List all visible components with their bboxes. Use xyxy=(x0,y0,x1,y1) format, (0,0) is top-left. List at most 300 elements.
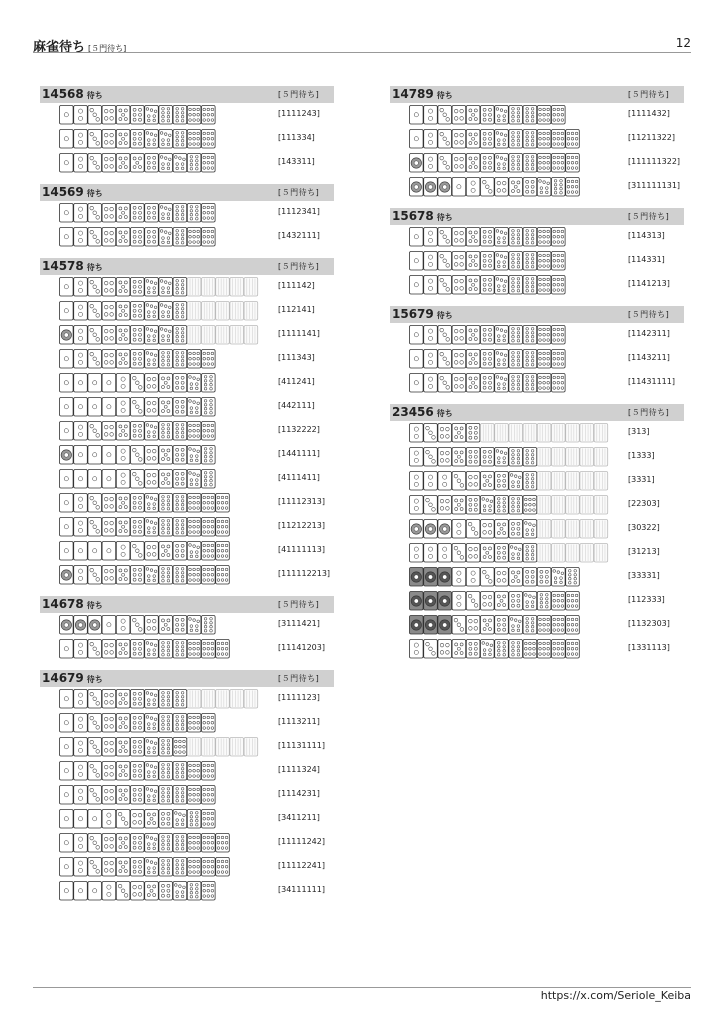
pin-tile-8 xyxy=(173,858,187,877)
blank-tile xyxy=(594,544,608,563)
pin-tile-9 xyxy=(202,130,216,149)
pin-tile-9 xyxy=(537,276,551,295)
pin-tile-1 xyxy=(88,446,102,465)
tile-hand xyxy=(59,227,259,246)
pin-tile-2 xyxy=(410,472,424,491)
pin-tile-1 xyxy=(60,518,74,537)
section-header xyxy=(40,596,334,613)
pin-tile-6 xyxy=(173,616,187,635)
wait-suffix: 待ち xyxy=(86,189,103,198)
pin-tile-4 xyxy=(102,834,116,853)
pin-tile-3 xyxy=(424,424,438,443)
pin-tile-3 xyxy=(88,690,102,709)
pin-tile-1 xyxy=(102,470,116,489)
wait-number: 15679 xyxy=(392,307,434,321)
hand-row xyxy=(40,323,334,347)
blank-tile xyxy=(523,424,537,443)
pin-tile-4 xyxy=(452,374,466,393)
pin-tile-2 xyxy=(74,640,88,659)
pin-tile-8 xyxy=(159,640,173,659)
pin-tile-9 xyxy=(187,858,201,877)
pin-tile-8 xyxy=(173,278,187,297)
blank-tile xyxy=(244,690,258,709)
hand-row xyxy=(40,613,334,637)
wait-title xyxy=(392,87,453,101)
blank-tile xyxy=(216,690,230,709)
pin-tile-2 xyxy=(452,568,466,587)
blank-tile xyxy=(594,448,608,467)
pin-tile-5 xyxy=(145,810,159,829)
pin-tile-8 xyxy=(495,640,509,659)
pin-tile-8 xyxy=(537,592,551,611)
hand-pattern: [1441111] xyxy=(278,449,320,458)
pin-tile-6 xyxy=(481,228,495,247)
wait-number: 14568 xyxy=(42,87,84,101)
page-number: 12 xyxy=(675,36,691,50)
pin-tile-9 xyxy=(202,566,216,585)
tile-hand xyxy=(59,785,259,804)
pin-tile-3 xyxy=(131,374,145,393)
pin-tile-4 xyxy=(466,544,480,563)
pin-tile-2 xyxy=(410,640,424,659)
hand-pattern: [1132303] xyxy=(628,619,670,628)
pin-tile-3 xyxy=(438,228,452,247)
pin-tile-6 xyxy=(131,858,145,877)
hand-pattern: [1143211] xyxy=(628,353,670,362)
pin-tile-6 xyxy=(159,810,173,829)
hand-row xyxy=(40,151,334,175)
pin-tile-9 xyxy=(202,810,216,829)
pin-tile-3 xyxy=(452,472,466,491)
pin-tile-7 xyxy=(495,252,509,271)
pin-tile-9 xyxy=(202,204,216,223)
hand-row xyxy=(40,735,334,759)
blank-tile xyxy=(594,496,608,515)
wait-title xyxy=(42,597,103,611)
pin-tile-7 xyxy=(495,374,509,393)
hand-pattern: [1141213] xyxy=(628,279,670,288)
pin-tile-8 xyxy=(523,374,537,393)
tile-hand xyxy=(59,105,259,124)
blank-tile xyxy=(537,448,551,467)
pin-tile-6 xyxy=(523,568,537,587)
pin-tile-7 xyxy=(159,154,173,173)
tile-hand xyxy=(409,615,609,634)
pin-tile-8 xyxy=(509,640,523,659)
pin-tile-6 xyxy=(131,566,145,585)
pin-tile-6 xyxy=(131,690,145,709)
pin-tile-2 xyxy=(438,472,452,491)
pin-tile-4 xyxy=(495,568,509,587)
pin-tile-8 xyxy=(173,422,187,441)
pin-tile-5 xyxy=(116,204,130,223)
pin-tile-4 xyxy=(102,566,116,585)
pin-tile-4 xyxy=(102,130,116,149)
pin-tile-3 xyxy=(438,130,452,149)
tile-row-graphic xyxy=(59,325,260,345)
pin-tile-8 xyxy=(159,690,173,709)
pin-tile-4 xyxy=(438,424,452,443)
pin-tile-7 xyxy=(495,106,509,125)
pin-tile-8 xyxy=(173,834,187,853)
pin-tile-1 xyxy=(60,882,74,901)
hand-pattern: [111142] xyxy=(278,281,315,290)
pin-tile-4 xyxy=(102,640,116,659)
pin-tile-2 xyxy=(466,178,480,197)
pin-tile-7 xyxy=(145,834,159,853)
wait-section xyxy=(390,208,684,297)
pin-tile-7 xyxy=(495,130,509,149)
pin-tile-7 xyxy=(145,518,159,537)
pin-tile-5 xyxy=(466,350,480,369)
pin-tile-9 xyxy=(187,566,201,585)
pin-tile-9 xyxy=(202,422,216,441)
pin-tile-8 xyxy=(173,566,187,585)
pin-tile-5 xyxy=(509,178,523,197)
header-divider xyxy=(33,52,691,53)
section-header xyxy=(390,208,684,225)
pin-tile-3 xyxy=(131,398,145,417)
page-title-tag: [５門待ち] xyxy=(88,44,127,53)
pin-tile-8 xyxy=(173,762,187,781)
tile-row-graphic xyxy=(59,277,260,297)
tile-hand xyxy=(409,543,609,562)
pin-tile-6 xyxy=(495,616,509,635)
tile-hand xyxy=(59,881,259,900)
pin-tile-1 xyxy=(60,834,74,853)
pin-tile-2 xyxy=(74,302,88,321)
pin-tile-5 xyxy=(466,276,480,295)
hand-pattern: [111112213] xyxy=(278,569,331,578)
tile-hand xyxy=(59,615,259,634)
pin-tile-4 xyxy=(102,350,116,369)
footer-link[interactable]: https://x.com/Seriole_Keiba xyxy=(540,989,691,1002)
pin-tile-6 xyxy=(131,422,145,441)
pin-tile-3 xyxy=(88,154,102,173)
blank-tile xyxy=(230,326,244,345)
hand-row xyxy=(40,127,334,151)
blank-tile xyxy=(216,302,230,321)
pin-tile-1 xyxy=(74,542,88,561)
pin-tile-8 xyxy=(202,398,216,417)
pin-tile-4 xyxy=(102,278,116,297)
pin-tile-9 xyxy=(216,494,230,513)
pin-tile-7 xyxy=(523,592,537,611)
pin-tile-8 xyxy=(173,518,187,537)
pin-tile-6 xyxy=(466,496,480,515)
hand-row xyxy=(40,395,334,419)
hand-row xyxy=(390,273,684,297)
tile-row-graphic xyxy=(59,785,218,805)
pin-tile-4 xyxy=(102,714,116,733)
pin-tile-8 xyxy=(523,276,537,295)
wait-section xyxy=(40,670,334,903)
pin-tile-7 xyxy=(145,130,159,149)
tile-row-graphic xyxy=(59,517,232,537)
tile-hand xyxy=(409,471,609,490)
pin-tile-3 xyxy=(88,494,102,513)
pin-tile-9 xyxy=(552,154,566,173)
pin-tile-5 xyxy=(466,154,480,173)
pin-tile-5 xyxy=(466,228,480,247)
hand-pattern: [111343] xyxy=(278,353,315,362)
pin-tile-1 xyxy=(74,446,88,465)
pin-tile-4 xyxy=(102,106,116,125)
hand-row xyxy=(40,299,334,323)
pin-tile-7 xyxy=(173,882,187,901)
wheel-pin-tile xyxy=(410,520,424,539)
pin-tile-4 xyxy=(438,448,452,467)
tile-hand xyxy=(59,469,259,488)
pin-tile-7 xyxy=(145,786,159,805)
pin-tile-6 xyxy=(131,326,145,345)
pin-tile-8 xyxy=(509,252,523,271)
pin-tile-9 xyxy=(202,762,216,781)
pin-tile-1 xyxy=(102,374,116,393)
pin-tile-5 xyxy=(466,326,480,345)
blank-tile xyxy=(580,520,594,539)
pin-tile-9 xyxy=(202,154,216,173)
hand-row xyxy=(40,419,334,443)
pin-tile-3 xyxy=(88,714,102,733)
wait-number: 14569 xyxy=(42,185,84,199)
tile-hand xyxy=(59,277,259,296)
pin-tile-3 xyxy=(438,326,452,345)
pin-tile-9 xyxy=(537,326,551,345)
hand-pattern: [1111123] xyxy=(278,693,320,702)
pin-tile-4 xyxy=(438,640,452,659)
pin-tile-8 xyxy=(495,496,509,515)
tile-hand xyxy=(59,517,259,536)
pin-tile-3 xyxy=(424,640,438,659)
pin-tile-8 xyxy=(523,326,537,345)
tile-row-graphic xyxy=(59,761,218,781)
pin-tile-7 xyxy=(495,350,509,369)
pin-tile-7 xyxy=(145,302,159,321)
highlighted-tile xyxy=(410,616,424,635)
tile-row-graphic xyxy=(409,373,568,393)
tile-hand xyxy=(59,153,259,172)
pin-tile-4 xyxy=(145,470,159,489)
pin-tile-2 xyxy=(74,130,88,149)
wait-title xyxy=(392,307,453,321)
blank-tile xyxy=(187,738,201,757)
pin-tile-2 xyxy=(452,592,466,611)
pin-tile-9 xyxy=(187,228,201,247)
tile-hand xyxy=(409,227,609,246)
pin-tile-1 xyxy=(74,882,88,901)
blank-tile xyxy=(552,496,566,515)
hand-row xyxy=(40,225,334,249)
wait-title xyxy=(392,209,453,223)
hand-pattern: [30322] xyxy=(628,523,660,532)
hand-pattern: [111334] xyxy=(278,133,315,142)
pin-tile-1 xyxy=(60,228,74,247)
wait-section xyxy=(390,404,684,661)
tile-hand xyxy=(59,565,259,584)
pin-tile-7 xyxy=(145,278,159,297)
pin-tile-7 xyxy=(509,616,523,635)
pin-tile-2 xyxy=(410,544,424,563)
blank-tile xyxy=(230,302,244,321)
pin-tile-2 xyxy=(410,424,424,443)
pin-tile-9 xyxy=(187,422,201,441)
pin-tile-6 xyxy=(159,882,173,901)
blank-tile xyxy=(580,424,594,443)
hand-row xyxy=(40,687,334,711)
wait-section xyxy=(40,596,334,661)
pin-tile-9 xyxy=(187,518,201,537)
pin-tile-9 xyxy=(187,106,201,125)
pin-tile-6 xyxy=(173,398,187,417)
pin-tile-8 xyxy=(173,640,187,659)
pin-tile-1 xyxy=(88,374,102,393)
tile-row-graphic xyxy=(59,445,218,465)
pin-tile-9 xyxy=(202,106,216,125)
pin-tile-2 xyxy=(466,568,480,587)
pin-tile-3 xyxy=(88,278,102,297)
pin-tile-7 xyxy=(173,154,187,173)
tile-hand xyxy=(409,567,609,586)
hand-row xyxy=(40,539,334,563)
hand-pattern: [112333] xyxy=(628,595,665,604)
tile-hand xyxy=(59,203,259,222)
pin-tile-2 xyxy=(74,518,88,537)
pin-tile-8 xyxy=(173,130,187,149)
hand-row xyxy=(390,613,684,637)
pin-tile-8 xyxy=(523,616,537,635)
section-header xyxy=(40,184,334,201)
blank-tile xyxy=(495,424,509,443)
pin-tile-5 xyxy=(159,398,173,417)
pin-tile-1 xyxy=(60,398,74,417)
pin-tile-9 xyxy=(537,616,551,635)
pin-tile-8 xyxy=(202,446,216,465)
pin-tile-6 xyxy=(466,424,480,443)
pin-tile-5 xyxy=(116,640,130,659)
highlighted-tile xyxy=(424,616,438,635)
tile-row-graphic xyxy=(409,447,610,467)
pin-tile-1 xyxy=(102,542,116,561)
blank-tile xyxy=(552,520,566,539)
pin-tile-1 xyxy=(74,810,88,829)
blank-tile xyxy=(230,738,244,757)
wait-number: 14789 xyxy=(392,87,434,101)
pin-tile-9 xyxy=(216,518,230,537)
hand-pattern: [111111322] xyxy=(628,157,681,166)
pin-tile-7 xyxy=(145,858,159,877)
pin-tile-7 xyxy=(495,276,509,295)
hand-row xyxy=(40,201,334,225)
wait-suffix: 待ち xyxy=(86,91,103,100)
hand-row xyxy=(40,275,334,299)
pin-tile-6 xyxy=(481,154,495,173)
tile-row-graphic xyxy=(59,689,260,709)
hand-pattern: [11112241] xyxy=(278,861,325,870)
blank-tile xyxy=(552,424,566,443)
pin-tile-3 xyxy=(88,204,102,223)
tile-row-graphic xyxy=(59,301,260,321)
pin-tile-8 xyxy=(173,106,187,125)
wait-kind-label: [５門待ち] xyxy=(278,90,320,99)
hand-pattern: [311111131] xyxy=(628,181,681,190)
wheel-pin-tile xyxy=(410,154,424,173)
hand-pattern: [33331] xyxy=(628,571,660,580)
pin-tile-7 xyxy=(159,228,173,247)
pin-tile-4 xyxy=(102,154,116,173)
pin-tile-5 xyxy=(116,858,130,877)
pin-tile-6 xyxy=(131,738,145,757)
pin-tile-9 xyxy=(202,834,216,853)
pin-tile-4 xyxy=(452,228,466,247)
pin-tile-5 xyxy=(116,302,130,321)
pin-tile-7 xyxy=(495,228,509,247)
hand-pattern: [3111421] xyxy=(278,619,320,628)
pin-tile-2 xyxy=(424,154,438,173)
hand-pattern: [1111324] xyxy=(278,765,320,774)
hand-row xyxy=(390,225,684,249)
wheel-pin-tile xyxy=(60,326,74,345)
pin-tile-4 xyxy=(102,786,116,805)
highlighted-tile xyxy=(438,592,452,611)
pin-tile-2 xyxy=(74,106,88,125)
pin-tile-3 xyxy=(88,762,102,781)
pin-tile-5 xyxy=(159,470,173,489)
blank-tile xyxy=(594,520,608,539)
pin-tile-1 xyxy=(60,738,74,757)
pin-tile-9 xyxy=(523,640,537,659)
tile-hand xyxy=(409,591,609,610)
pin-tile-8 xyxy=(509,496,523,515)
pin-tile-6 xyxy=(481,106,495,125)
tile-row-graphic xyxy=(59,129,218,149)
pin-tile-1 xyxy=(88,398,102,417)
pin-tile-8 xyxy=(159,350,173,369)
pin-tile-4 xyxy=(102,738,116,757)
pin-tile-3 xyxy=(88,640,102,659)
pin-tile-8 xyxy=(159,786,173,805)
tile-row-graphic xyxy=(409,591,582,611)
pin-tile-9 xyxy=(216,542,230,561)
wait-suffix: 待ち xyxy=(436,91,453,100)
blank-tile xyxy=(481,424,495,443)
hand-row xyxy=(40,759,334,783)
pin-tile-9 xyxy=(202,640,216,659)
pin-tile-8 xyxy=(173,204,187,223)
pin-tile-7 xyxy=(523,520,537,539)
pin-tile-9 xyxy=(202,494,216,513)
tile-hand xyxy=(409,495,609,514)
pin-tile-5 xyxy=(116,326,130,345)
tile-hand xyxy=(409,639,609,658)
pin-tile-9 xyxy=(202,228,216,247)
tile-hand xyxy=(59,349,259,368)
pin-tile-5 xyxy=(116,786,130,805)
pin-tile-2 xyxy=(438,544,452,563)
pin-tile-8 xyxy=(552,178,566,197)
wait-suffix: 待ち xyxy=(436,213,453,222)
hand-row xyxy=(40,855,334,879)
pin-tile-2 xyxy=(424,130,438,149)
hand-row xyxy=(390,565,684,589)
blank-tile xyxy=(230,278,244,297)
pin-tile-5 xyxy=(131,154,145,173)
pin-tile-8 xyxy=(159,858,173,877)
pin-tile-9 xyxy=(552,592,566,611)
pin-tile-6 xyxy=(509,592,523,611)
pin-tile-9 xyxy=(187,494,201,513)
pin-tile-7 xyxy=(187,446,201,465)
